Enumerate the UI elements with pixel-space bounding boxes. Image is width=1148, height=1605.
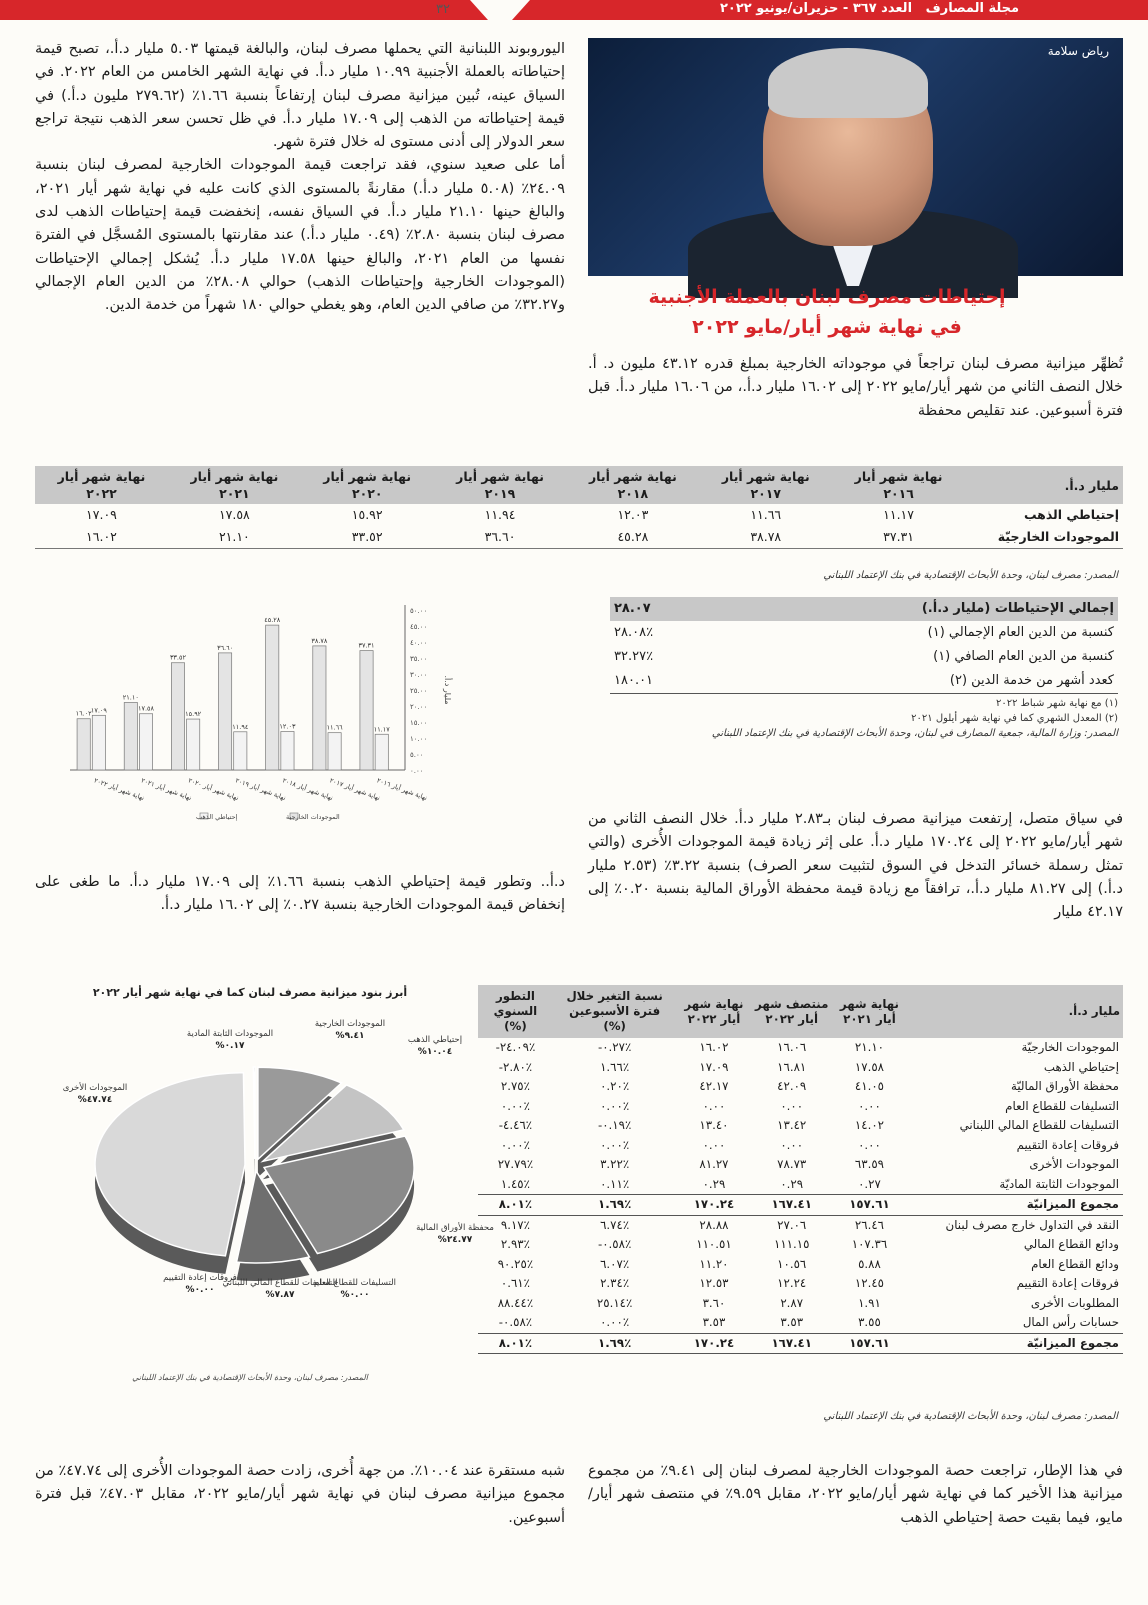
cell-value: ٠.٦١٪ <box>500 1276 530 1290</box>
pie-slice-value: %٠.٠٠ <box>340 1290 370 1300</box>
table-col-header: نهاية شهر أيار ٢٠١٨ <box>566 466 699 504</box>
cell-value: ٠.٠٠ <box>858 1098 881 1113</box>
bar <box>219 653 232 770</box>
reserves-history-table <box>35 466 1123 549</box>
cell-value: ١١٠.٥١ <box>696 1237 732 1251</box>
cell-value: ٢.٨٧ <box>780 1295 804 1310</box>
cell-value: ١.٦٩٪ <box>553 1195 677 1216</box>
cell-value: ١٦٧.٤١ <box>752 1195 832 1216</box>
row-label: فروقات إعادة التقييم <box>1016 1137 1119 1152</box>
cell-value: ٥.٨٨ <box>858 1256 881 1271</box>
cell-value: ٨.٠١٪ <box>478 1333 553 1354</box>
cell-value: ١٦.٠٦ <box>777 1040 807 1054</box>
pie-slice-name: الموجودات الخارجية <box>314 1019 386 1029</box>
row-label: مجموع الميزانيّة <box>907 1333 1123 1354</box>
cell-value: ٠.٠٠٪ <box>500 1137 530 1152</box>
pie-slice-name: فروقات إعادة التقييم <box>163 1273 237 1283</box>
bar <box>92 715 105 770</box>
cell-value: ٨٨.٤٤٪ <box>497 1295 534 1310</box>
y-tick-label: ٣٥.٠٠ <box>410 655 428 663</box>
table-row <box>478 1155 1123 1175</box>
pie-source: المصدر: مصرف لبنان، وحدة الأبحاث الإقتصادية في بنك الإعتماد اللبناني <box>132 1373 368 1382</box>
y-tick-label: ٢٥.٠٠ <box>410 687 428 695</box>
table-col-header: نهاية شهر أيار ٢٠٢٢ <box>676 985 751 1038</box>
table-row <box>478 1313 1123 1333</box>
bar-value-label: ١٧.٠٩ <box>90 706 107 715</box>
table-unit: مليار د.أ. <box>965 466 1123 504</box>
row-label: محفظة الأوراق الماليّة <box>1011 1079 1119 1093</box>
bar-value-label: ٢١.١٠ <box>122 693 139 702</box>
cell-value: ٦.٠٧٪ <box>600 1256 630 1271</box>
cell-value: ١٦.٠٢ <box>699 1040 729 1054</box>
pie-slice-value: %٢٤.٧٧ <box>437 1235 473 1245</box>
cell-value: ٢.٣٤٪ <box>600 1276 630 1290</box>
table-row <box>478 1097 1123 1117</box>
table-row <box>478 1116 1123 1136</box>
row-label: الموجودات الخارجيّة <box>1021 1040 1119 1054</box>
table-row <box>478 1294 1123 1314</box>
cell-value: ٧٨.٧٣ <box>777 1157 807 1171</box>
bar-value-label: ١١.٦٦ <box>326 723 343 732</box>
reserves-note: (١) مع نهاية شهر شباط ٢٠٢٢ <box>995 698 1118 709</box>
pie-slice-name: محفظة الأوراق المالية <box>416 1223 494 1233</box>
x-tick-label: نهاية شهر أيار ٢٠٢٢ <box>92 776 146 803</box>
cell-value: ٢٥.١٤٪ <box>596 1295 633 1310</box>
cell-value: ١٥٧.٦١ <box>832 1195 907 1216</box>
cell-value: ٨.٠١٪ <box>478 1195 553 1216</box>
cell-value: ١٢.٢٤ <box>777 1276 807 1290</box>
pie-slice-name: إحتياطي الذهب <box>407 1035 463 1045</box>
table-row: إحتياطي الذهب ١١.١٧ ١١.٦٦ ١٢.٠٣ ١١.٩٤ ١٥.٩٢ ١٧.٥٨ ١٧.٠٩ <box>86 507 1119 522</box>
cell-value: ٢.٧٥٪ <box>500 1079 530 1093</box>
y-tick-label: ٤٥.٠٠ <box>410 623 428 631</box>
cell-value: ١٠٧.٣٦ <box>851 1237 888 1251</box>
x-tick-label: نهاية شهر أيار ٢٠١٩ <box>234 776 287 803</box>
cell-value: -٢٤.٠٩٪ <box>495 1040 536 1054</box>
cell-value: ٣.٥٣ <box>702 1315 726 1329</box>
table-row <box>478 1255 1123 1275</box>
table-row <box>478 1215 1123 1235</box>
reserves-row: كنسبة من الدين العام الإجمالي (١) ٢٨.٠٨٪ <box>614 625 1114 640</box>
cell-value: ٦.٧٤٪ <box>600 1217 630 1232</box>
cell-value: ١٢.٥٣ <box>699 1276 729 1290</box>
cell-value: ٣.٥٥ <box>858 1315 881 1329</box>
bar-value-label: ١١.١٧ <box>373 725 390 734</box>
reserves-note: (٢) المعدل الشهري كما في نهاية شهر أيلول ٢٠٢١ <box>911 713 1118 724</box>
cell-value: ٠.٠٠٪ <box>600 1098 630 1113</box>
cell-value: ٢٧.٠٦ <box>777 1217 807 1232</box>
table-col-header: نهاية شهر أيار ٢٠١٧ <box>699 466 832 504</box>
paragraph-share: في هذا الإطار، تراجعت حصة الموجودات الخارجية لمصرف لبنان إلى ٩.٤١٪ من مجموع ميزانية هذا الأخير كما في نهاية شهر أيار/مايو ٢٠٢٢، مقابل ٩.٥٩٪ في منتصف شهر أيار/مايو، فيما بقيت حصة إحتياطي الذهب <box>588 1463 1123 1526</box>
reserves-row: كعدد أشهر من خدمة الدين (٢) ١٨٠.٠١ <box>610 669 1118 694</box>
table-row <box>478 1038 1123 1058</box>
x-tick-label: نهاية شهر أيار ٢٠١٧ <box>328 776 382 803</box>
cell-value: ٦٣.٥٩ <box>854 1157 884 1171</box>
cell-value: ١٥٧.٦١ <box>832 1333 907 1354</box>
cell-value: ١.٩١ <box>858 1295 881 1310</box>
row-label: المطلوبات الأخرى <box>1030 1295 1119 1310</box>
cell-value: ٨١.٢٧ <box>699 1157 729 1171</box>
table-row <box>478 1274 1123 1294</box>
cell-value: ١٧.٥٨ <box>854 1059 884 1074</box>
balance-sheet-table <box>478 985 1123 1354</box>
table-total-row <box>478 1195 1123 1216</box>
left-column-top <box>35 38 565 463</box>
pie-slice-name: التسليفات للقطاع المالي اللبناني <box>222 1278 338 1288</box>
total-reserves-box <box>610 597 1118 741</box>
row-label: ودائع القطاع المالي <box>1023 1237 1119 1251</box>
cell-value: ٠.٠٠ <box>858 1137 881 1152</box>
cell-value: ٠.٠٠ <box>702 1137 726 1152</box>
portrait-photo <box>588 38 1123 276</box>
table-row <box>478 1235 1123 1255</box>
paragraph-eurobond: اليوروبوند اللبنانية التي يحملها مصرف لبنان، والبالغة قيمتها ٥.٠٣ مليار د.أ.، تصبح قيمة إحتياطاته بالعملة الأجنبية ١٠.٩٩ مليار د.أ. في نهاية الشهر الخامس من العام ٢٠٢٢. في السياق عينه، تُبين ميزانية مصرف لبنان إرتفاعاً بنسبة ١.٦٦٪ (٢٧٩.٦٢ مليون د.أ.) في قيمة إحتياطاته من الذهب إلى ١٧.٠٩ مليار د.أ. في ظل تحسن سعر الذهب نتيجة تراجع سعر الدولار إلى أدنى مستوى له خلال فترة شهر. <box>35 41 565 151</box>
x-tick-label: نهاية شهر أيار ٢٠٢١ <box>140 776 193 803</box>
cell-value: ١٤.٠٢ <box>854 1118 884 1132</box>
cell-value: ٣.٦٠ <box>702 1295 726 1310</box>
row-label: التسليفات للقطاع المالي اللبناني <box>959 1118 1119 1132</box>
cell-value: ٣.٥٣ <box>780 1315 804 1329</box>
cell-value: ٠.٠٠٪ <box>500 1098 530 1113</box>
article-title: إحتياطات مصرف لبنان بالعملة الأجنبية في نهاية شهر أيار/مايو ٢٠٢٢ <box>648 286 1006 338</box>
cell-value: ٠.٢٩ <box>780 1176 804 1191</box>
paragraph-gold: د.أ.. وتطور قيمة إحتياطي الذهب بنسبة ١.٦٦٪ إلى ١٧.٠٩ مليار د.أ. ما طغى على إنخفاض قيمة الموجودات الخارجية بنسبة ٠.٢٧٪ إلى ١٦.٠٢ مليار د.أ. <box>35 874 565 914</box>
paragraph-annual: أما على صعيد سنوي، فقد تراجعت قيمة الموجودات الخارجية لمصرف لبنان بنسبة ٢٤.٠٩٪ (٥.٠٨ مليار د.أ.) مقارنةً بالمستوى الذي كانت عليه في نهاية شهر أيار ٢٠٢١، والبالغ حينها ٢١.١٠ مليار د.أ. في السياق نفسه، إنخفضت قيمة إحتياطات الذهب لدى مصرف لبنان بنسبة ٢.٨٠٪ (٠.٤٩ مليار د.أ.) عند مقارنتها بالمستوى المُسجَّل في الفترة نفسها من العام ٢٠٢١، والبالغ حينها ١٧.٥٨ مليار د.أ. يُشكل إجمالي الإحتياطات (الموجودات الخارجية وإحتياطات الذهب) حوالي ٢٨.٠٨٪ من الدين العام الإجمالي و٣٢.٢٧٪ من صافي الدين العام، وهو يغطي حوالي ١٨٠ شهراً من خدمة الدين. <box>35 157 565 314</box>
cell-value: -٠.١٩٪ <box>597 1118 632 1132</box>
cell-value: -٠.٢٧٪ <box>597 1040 632 1054</box>
cell-value: -٤.٤٦٪ <box>498 1118 533 1132</box>
row-label: حسابات رأس المال <box>1022 1315 1119 1329</box>
bar-value-label: ٤٥.٢٨ <box>264 616 281 625</box>
cell-value: ٩٠.٢٥٪ <box>497 1256 534 1271</box>
cell-value: ٠.٠٠ <box>780 1098 804 1113</box>
y-tick-label: ٢٠.٠٠ <box>410 703 428 711</box>
pie-slice-value: %٧.٨٧ <box>265 1290 295 1300</box>
table-col-header: نهاية شهر أيار ٢٠٢٠ <box>301 466 434 504</box>
y-tick-label: ١٥.٠٠ <box>410 719 428 727</box>
y-tick-label: ٥٠.٠٠ <box>410 607 428 615</box>
cell-value: ٤٢.٠٩ <box>777 1079 807 1093</box>
bar <box>124 702 137 770</box>
pie-slice-value: %١٠.٠٤ <box>417 1047 453 1057</box>
row-label: الموجودات الأخرى <box>1029 1157 1119 1171</box>
balance-pie-chart <box>35 980 494 1390</box>
y-tick-label: ١٠.٠٠ <box>410 735 428 743</box>
cell-value: ٢.٩٣٪ <box>500 1237 530 1251</box>
table-total-row <box>478 1333 1123 1354</box>
cell-value: ٢٨.٨٨ <box>699 1217 729 1232</box>
bar <box>139 714 152 770</box>
y-tick-label: ٤٠.٠٠ <box>410 639 428 647</box>
cell-value: ٠.٠٠ <box>780 1137 804 1152</box>
cell-value: ١.٦٩٪ <box>553 1333 677 1354</box>
table-row <box>478 1077 1123 1097</box>
cell-value: ٤١.٠٥ <box>854 1079 884 1093</box>
y-tick-label: ٣٠.٠٠ <box>410 671 428 679</box>
paragraph-other-assets: شبه مستقرة عند ١٠.٠٤٪. من جهة أُخرى، زادت حصة الموجودات الأُخرى إلى ٤٧.٧٤٪ من مجموع ميزانية مصرف لبنان في نهاية شهر أيار/مايو ٢٠٢٢، مقابل ٤٧.٠٣٪ قبل فترة أسبوعين. <box>35 1463 566 1526</box>
row-label: الموجودات الثابتة الماديّة <box>999 1176 1119 1191</box>
cell-value: ١٧.٠٩ <box>699 1059 729 1074</box>
reserves-row: إجمالي الإحتياطات (مليار د.أ.) ٢٨.٠٧ <box>610 597 1118 621</box>
cell-value: ٢٧.٧٩٪ <box>497 1157 534 1171</box>
row-label: النقد في التداول خارج مصرف لبنان <box>945 1217 1119 1232</box>
x-tick-label: نهاية شهر أيار ٢٠٢٠ <box>187 776 240 803</box>
x-tick-label: نهاية شهر أيار ٢٠١٨ <box>281 776 335 803</box>
y-axis-label: مليار د.أ. <box>443 675 452 705</box>
header-issue: مجلة المصارف العدد ٣٦٧ - حزيران/يونيو ٢٠٢٢ <box>720 1 1020 16</box>
y-tick-label: ٠.٠٠ <box>410 767 424 775</box>
page-number: ٣٢ <box>436 2 450 17</box>
cell-value: ١٧٠.٢٤ <box>676 1333 751 1354</box>
y-tick-label: ٥.٠٠ <box>410 751 424 759</box>
cell-value: ١٠.٥٦ <box>777 1256 807 1271</box>
bar-value-label: ٣٧.٣١ <box>358 641 375 650</box>
cell-value: ١٢.٤٥ <box>854 1276 884 1290</box>
cell-value: ٠.٢٠٪ <box>600 1079 630 1093</box>
cell-value: ٠.٢٩ <box>702 1176 726 1191</box>
table-unit: مليار د.أ. <box>907 985 1123 1038</box>
cell-value: ١٦٧.٤١ <box>752 1333 832 1354</box>
table-col-header: نهاية شهر أيار ٢٠١٦ <box>832 466 965 504</box>
bar-value-label: ١٦.٠٢ <box>75 709 92 718</box>
bar <box>313 646 326 770</box>
cell-value: ١.٦٦٪ <box>600 1059 630 1074</box>
bar-value-label: ١٥.٩٢ <box>185 710 202 719</box>
row-label: فروقات إعادة التقييم <box>1016 1276 1119 1290</box>
cell-value: ١٣.٤٠ <box>699 1118 729 1132</box>
bar <box>171 663 184 770</box>
cell-value: ٠.٠٠٪ <box>600 1137 630 1152</box>
table-row <box>478 1136 1123 1156</box>
cell-value: ٠.٠٠٪ <box>600 1315 630 1329</box>
pie-title: أبرز بنود ميزانية مصرف لبنان كما في نهاية شهر أيار ٢٠٢٢ <box>92 986 408 999</box>
pie-slice-value: %٠.١٧ <box>215 1041 245 1051</box>
bar <box>234 732 247 770</box>
table-col-header: منتصف شهر أيار ٢٠٢٢ <box>752 985 832 1038</box>
bar <box>360 651 373 770</box>
bar-value-label: ١١.٩٤ <box>232 722 249 731</box>
bar-value-label: ٣٦.٦٠ <box>217 643 234 652</box>
cell-value: ٠.٢٧ <box>858 1176 881 1191</box>
cell-value: ١٦.٨١ <box>777 1059 807 1074</box>
row-label: ودائع القطاع العام <box>1031 1256 1119 1271</box>
cell-value: ٤٢.١٧ <box>699 1079 729 1093</box>
reserves-bar-chart <box>40 595 470 835</box>
reserves-row: كنسبة من الدين العام الصافي (١) ٣٢.٢٧٪ <box>614 649 1114 664</box>
bar <box>187 719 200 770</box>
table-col-header: التطور السنوي (%) <box>478 985 553 1038</box>
cell-value: ١١.٢٠ <box>699 1256 729 1271</box>
cell-value: ٠.٠٠ <box>702 1098 726 1113</box>
cell-value: ١.٤٥٪ <box>500 1176 530 1191</box>
pie-slice-name: الموجودات الثابتة المادية <box>186 1029 274 1039</box>
table-row: الموجودات الخارجيّة ٣٧.٣١ ٣٨.٧٨ ٤٥.٢٨ ٣٦.٦٠ ٣٣.٥٢ ٢١.١٠ ١٦.٠٢ <box>35 526 1123 549</box>
bar <box>375 734 388 770</box>
pie-slice-value: %٤٧.٧٤ <box>77 1095 113 1105</box>
bar-value-label: ١٧.٥٨ <box>137 704 155 713</box>
photo-caption: رياض سلامة <box>1047 44 1109 58</box>
row-label: مجموع الميزانيّة <box>907 1195 1123 1216</box>
bar <box>77 719 90 770</box>
cell-value: -٠.٥٨٪ <box>597 1237 632 1251</box>
bar <box>281 732 294 770</box>
cell-value: ١١١.١٥ <box>773 1237 810 1251</box>
table-col-header: نهاية شهر أيار ٢٠٢١ <box>832 985 907 1038</box>
pie-slice-name: التسليفات للقطاع العام <box>313 1278 397 1288</box>
row-label: التسليفات للقطاع العام <box>1005 1098 1119 1113</box>
table-col-header: نهاية شهر أيار ٢٠١٩ <box>434 466 567 504</box>
cell-value: ١٧٠.٢٤ <box>676 1195 751 1216</box>
table-row <box>478 1058 1123 1078</box>
table1-source: المصدر: مصرف لبنان، وحدة الأبحاث الإقتصادية في بنك الإعتماد اللبناني <box>823 570 1118 581</box>
cell-value: -٢.٨٠٪ <box>498 1059 533 1074</box>
table-row <box>478 1175 1123 1195</box>
bar-value-label: ٣٣.٥٢ <box>169 653 186 662</box>
bar <box>266 625 279 770</box>
row-label: إحتياطي الذهب <box>1043 1059 1119 1074</box>
table-col-header: نهاية شهر أيار ٢٠٢٢ <box>35 466 168 504</box>
pie-slice-value: %٩.٤١ <box>335 1031 365 1041</box>
table-col-header: نهاية شهر أيار ٢٠٢١ <box>168 466 301 504</box>
paragraph-balance: في سياق متصل، إرتفعت ميزانية مصرف لبنان بـ٢.٨٣ مليار د.أ. خلال النصف الثاني من شهر أيار/مايو ٢٠٢٢ إلى ١٧٠.٢٤ مليار د.أ. على إثر زيادة قيمة الموجودات الأُخرى (والتي تمثل رسملة خسائر التدخل في السوق لتثبيت سعر الصرف) بنسبة ٣.٢٢٪ (٢.٥٣ مليار د.أ.) إلى ٨١.٢٧ مليار د.أ.، ترافقاً مع زيادة قيمة محفظة الأوراق المالية بنسبة ٠.٢٠٪ إلى ٤٢.١٧ مليار <box>588 811 1123 921</box>
bar <box>328 733 341 770</box>
cell-value: ٣.٢٢٪ <box>600 1157 630 1171</box>
legend-label: إحتياطي الذهب <box>196 813 238 821</box>
bar-value-label: ٣٨.٧٨ <box>311 636 328 645</box>
pie-slice-value: %٠.٠٠ <box>185 1285 215 1295</box>
cell-value: ٢٦.٤٦ <box>854 1217 884 1232</box>
x-tick-label: نهاية شهر أيار ٢٠١٦ <box>375 776 429 803</box>
cell-value: ٩.١٧٪ <box>500 1217 530 1232</box>
cell-value: -٠.٥٨٪ <box>498 1315 533 1329</box>
reserves-source: المصدر: وزارة المالية، جمعية المصارف في لبنان، وحدة الأبحاث الإقتصادية في بنك الإعتماد اللبناني <box>711 728 1118 739</box>
pie-slice-name: الموجودات الأخرى <box>62 1083 128 1093</box>
bar-value-label: ١٢.٠٣ <box>279 722 296 731</box>
cell-value: ٢١.١٠ <box>854 1040 884 1054</box>
pie-slice <box>253 1067 255 1159</box>
balance-source: المصدر: مصرف لبنان، وحدة الأبحاث الإقتصادية في بنك الإعتماد اللبناني <box>823 1411 1118 1422</box>
cell-value: ١٣.٤٢ <box>777 1118 807 1132</box>
cell-value: ٠.١١٪ <box>600 1176 630 1191</box>
table-col-header: نسبة التغير خلال فترة الأسبوعين (%) <box>553 985 677 1038</box>
paragraph-intro: تُظهِّر ميزانية مصرف لبنان تراجعاً في موجوداته الخارجية بمبلغ قدره ٤٣.١٢ مليون د. أ. خلال النصف الثاني من شهر أيار/مايو ٢٠٢٢ إلى ١٦.٠٢ مليار د.أ.، من ١٦.٠٦ مليار د.أ. قبل فترة أسبوعين. عند تقليص محفظة <box>588 356 1123 419</box>
legend-label: الموجودات الخارجية <box>286 813 340 821</box>
